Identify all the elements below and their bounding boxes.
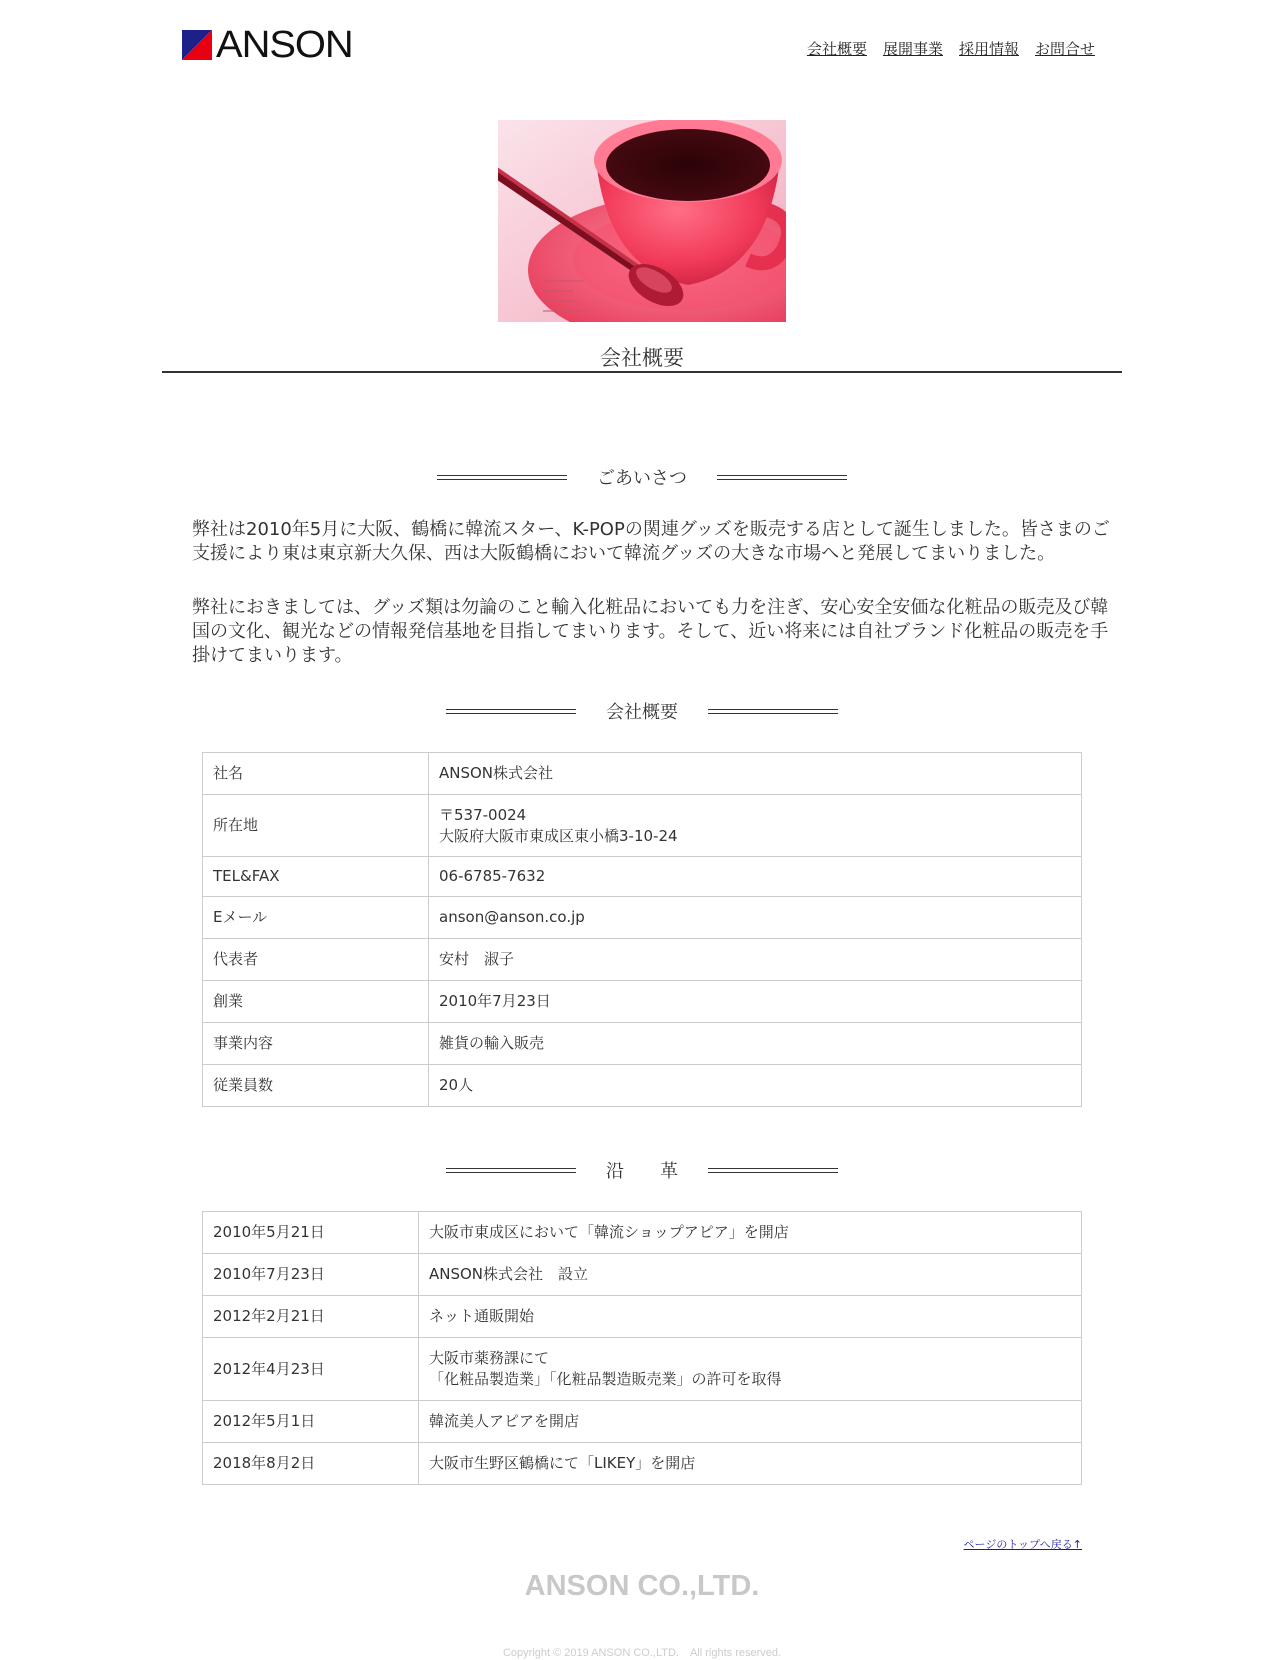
table-row xyxy=(203,795,1082,857)
heading-line-right xyxy=(717,475,847,480)
heading-line-left xyxy=(446,709,576,714)
overview-value: 20人 xyxy=(429,1065,1082,1107)
overview-value: 06-6785-7632 xyxy=(429,857,1082,897)
history-heading-label: 沿 革 xyxy=(606,1161,678,1182)
table-row xyxy=(203,939,1082,981)
history-event: 大阪市薬務課にて xyxy=(429,1349,550,1367)
overview-label: 従業員数 xyxy=(203,1065,429,1107)
history-event: ANSON株式会社 設立 xyxy=(419,1254,1082,1296)
main-nav xyxy=(807,38,1095,59)
greeting-paragraph-2: 弊社におきましては、グッズ類は勿論のこと輸入化粧品においても力を注ぎ、安心安全安価な化粧品の販売及び韓国の文化、観光などの情報発信基地を目指してまいります。そして、近い将来には自社ブランド化粧品の販売を手掛けてまいります。 xyxy=(192,597,1109,666)
history-date: 2010年7月23日 xyxy=(203,1254,419,1296)
overview-value-cell xyxy=(429,795,1082,857)
overview-value: 安村 淑子 xyxy=(429,939,1082,981)
nav-item-recruit[interactable]: 採用情報 xyxy=(958,40,1019,58)
greeting-heading-label: ごあいさつ xyxy=(597,468,687,489)
company-overview-table xyxy=(202,752,1082,1107)
table-row xyxy=(203,1296,1082,1338)
history-event-cell xyxy=(419,1338,1082,1401)
overview-heading-label: 会社概要 xyxy=(606,702,678,723)
table-row xyxy=(203,1338,1082,1401)
history-date: 2012年5月1日 xyxy=(203,1401,419,1443)
history-event: 韓流美人アピアを開店 xyxy=(419,1401,1082,1443)
table-row xyxy=(203,1023,1082,1065)
overview-label: 事業内容 xyxy=(203,1023,429,1065)
overview-value: 〒537-0024 xyxy=(439,805,527,824)
hero-coffee-image xyxy=(498,120,786,322)
overview-label: 社名 xyxy=(203,753,429,795)
history-event: 大阪市東成区において「韓流ショップアピア」を開店 xyxy=(419,1212,1082,1254)
table-row xyxy=(203,1254,1082,1296)
overview-label: 創業 xyxy=(203,981,429,1023)
history-table xyxy=(202,1211,1082,1485)
overview-label: 所在地 xyxy=(203,795,429,857)
copyright-text: Copyright © 2019 ANSON CO.,LTD. All rights reserved. xyxy=(502,1647,782,1659)
footer-brand: ANSON CO.,LTD. xyxy=(524,1570,760,1602)
overview-value: anson@anson.co.jp xyxy=(429,897,1082,939)
anson-logo[interactable] xyxy=(182,24,353,66)
nav-item-business[interactable]: 展開事業 xyxy=(882,40,943,58)
title-divider xyxy=(162,371,1122,373)
page-title: 会社概要 xyxy=(600,346,684,370)
history-event: 大阪市生野区鶴橋にて「LIKEY」を開店 xyxy=(419,1443,1082,1485)
nav-item-contact[interactable]: お問合せ xyxy=(1034,40,1095,58)
table-row xyxy=(203,857,1082,897)
heading-line-left xyxy=(446,1168,576,1173)
logo-text: ANSON xyxy=(216,24,353,66)
heading-line-left xyxy=(437,475,567,480)
overview-label: 代表者 xyxy=(203,939,429,981)
table-row xyxy=(203,1401,1082,1443)
history-date: 2010年5月21日 xyxy=(203,1212,419,1254)
greeting-paragraph-1: 弊社は2010年5月に大阪、鶴橋に韓流スター、K-POPの関連グッズを販売する店として誕生しました。皆さまのご支援により東は東京新大久保、西は大阪鶴橋において韓流グッズの大きな市場へと発展してまいりました。 xyxy=(192,519,1110,564)
history-heading xyxy=(0,1157,1284,1183)
history-event-line2: 「化粧品製造業」「化粧品製造販売業」の許可を取得 xyxy=(429,1370,782,1388)
table-row xyxy=(203,1443,1082,1485)
table-row xyxy=(203,897,1082,939)
overview-label: TEL&FAX xyxy=(203,857,429,897)
heading-line-right xyxy=(708,1168,838,1173)
history-date: 2012年4月23日 xyxy=(203,1338,419,1401)
nav-item-company[interactable]: 会社概要 xyxy=(806,40,867,58)
history-date: 2012年2月21日 xyxy=(203,1296,419,1338)
overview-heading xyxy=(0,698,1284,724)
table-row xyxy=(203,753,1082,795)
table-row xyxy=(203,1212,1082,1254)
greeting-heading xyxy=(0,464,1284,490)
history-event: ネット通販開始 xyxy=(419,1296,1082,1338)
table-row xyxy=(203,1065,1082,1107)
table-row xyxy=(203,981,1082,1023)
logo-mark-icon xyxy=(182,30,212,60)
overview-value: ANSON株式会社 xyxy=(429,753,1082,795)
overview-value: 2010年7月23日 xyxy=(429,981,1082,1023)
overview-label: Eメール xyxy=(203,897,429,939)
overview-value-line2: 大阪府大阪市東成区東小橋3-10-24 xyxy=(439,826,678,845)
heading-line-right xyxy=(708,709,838,714)
history-date: 2018年8月2日 xyxy=(203,1443,419,1485)
back-to-top-link[interactable]: ページのトップへ戻る↑ xyxy=(963,1538,1082,1551)
overview-value: 雑貨の輸入販売 xyxy=(429,1023,1082,1065)
